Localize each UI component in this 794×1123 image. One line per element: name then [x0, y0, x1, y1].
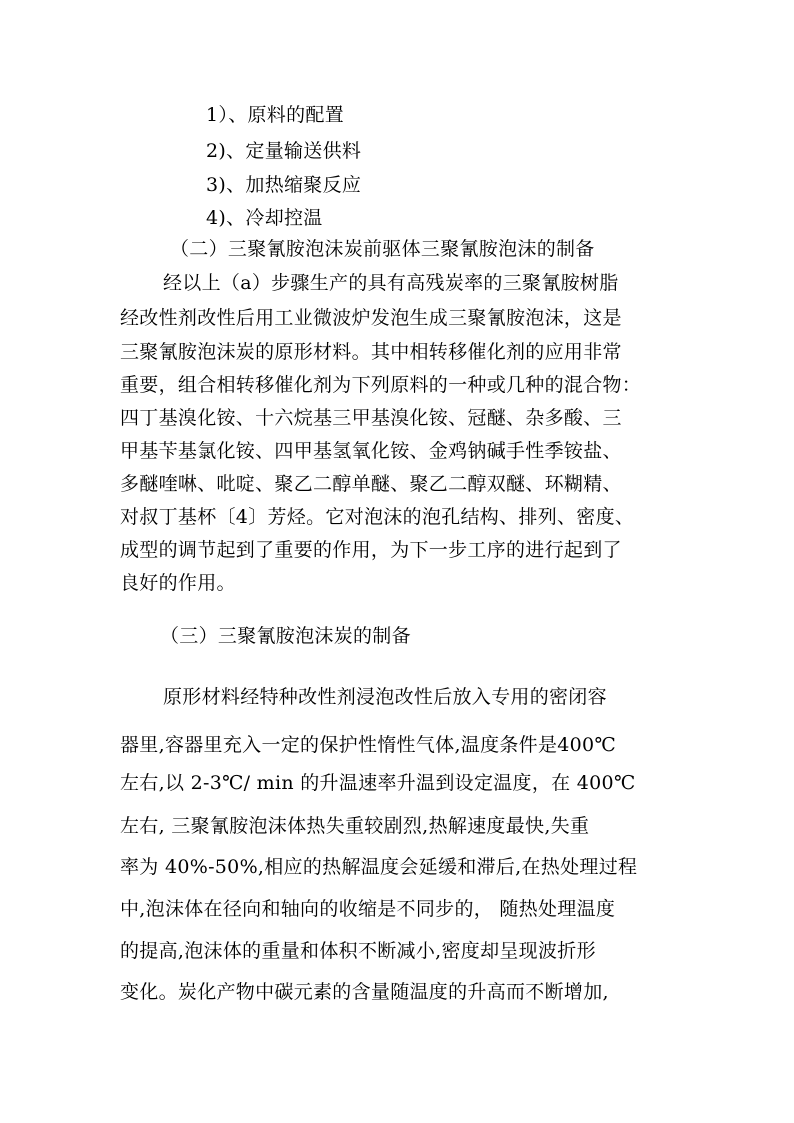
section-heading: （三）三聚氰胺泡沫炭的制备 — [160, 625, 411, 647]
paragraph-line: 三聚氰胺泡沫炭的原形材料。其中相转移催化剂的应用非常 — [120, 341, 622, 363]
list-item: 1）、原料的配置 — [206, 104, 344, 126]
paragraph-line: 经改性剂改性后用工业微波炉发泡生成三聚氰胺泡沫，这是 — [120, 307, 622, 329]
paragraph-line: 多醚喹啉、吡啶、聚乙二醇单醚、聚乙二醇双醚、环糊精、 — [120, 473, 622, 495]
paragraph-line: 原形材料经特种改性剂浸泡改性后放入专用的密闭容 — [163, 686, 607, 708]
list-item: 2)、定量输送供料 — [206, 140, 362, 162]
paragraph-line: 左右,以 2-3℃/ min 的升温速率升温到设定温度，在 400℃ — [120, 772, 636, 794]
paragraph-line: 甲基苄基氯化铵、四甲基氢氧化铵、金鸡钠碱手性季铵盐、 — [120, 440, 622, 462]
paragraph-line: 成型的调节起到了重要的作用，为下一步工序的进行起到了 — [120, 539, 622, 561]
paragraph-line: 良好的作用。 — [120, 572, 236, 594]
list-item: 4)、冷却控温 — [206, 207, 323, 229]
paragraph-line: 变化。炭化产物中碳元素的含量随温度的升高而不断增加, — [120, 981, 609, 1003]
paragraph-line: 对叔丁基杯〔4〕芳烃。它对泡沫的泡孔结构、排列、密度、 — [120, 506, 635, 528]
paragraph-line: 的提高,泡沫体的重量和体积不断减小,密度却呈现波折形 — [120, 940, 596, 962]
paragraph-line: 四丁基溴化铵、十六烷基三甲基溴化铵、冠醚、杂多酸、三 — [120, 407, 622, 429]
paragraph-line: 左右, 三聚氰胺泡沫体热失重较剧烈,热解速度最快,失重 — [120, 815, 590, 837]
paragraph-line: 重要，组合相转移催化剂为下列原料的一种或几种的混合物： — [120, 374, 642, 396]
section-heading: （二）三聚氰胺泡沫炭前驱体三聚氰胺泡沫的制备 — [170, 238, 595, 260]
paragraph-line: 器里,容器里充入一定的保护性惰性气体,温度条件是400℃ — [120, 734, 616, 756]
paragraph-line: 中,泡沫体在径向和轴向的收缩是不同步的， 随热处理温度 — [120, 898, 616, 920]
paragraph-line: 经以上（a）步骤生产的具有高残炭率的三聚氰胺树脂 — [163, 272, 619, 294]
list-item: 3)、加热缩聚反应 — [206, 174, 362, 196]
paragraph-line: 率为 40%-50%,相应的热解温度会延缓和滞后,在热处理过程 — [120, 856, 638, 878]
